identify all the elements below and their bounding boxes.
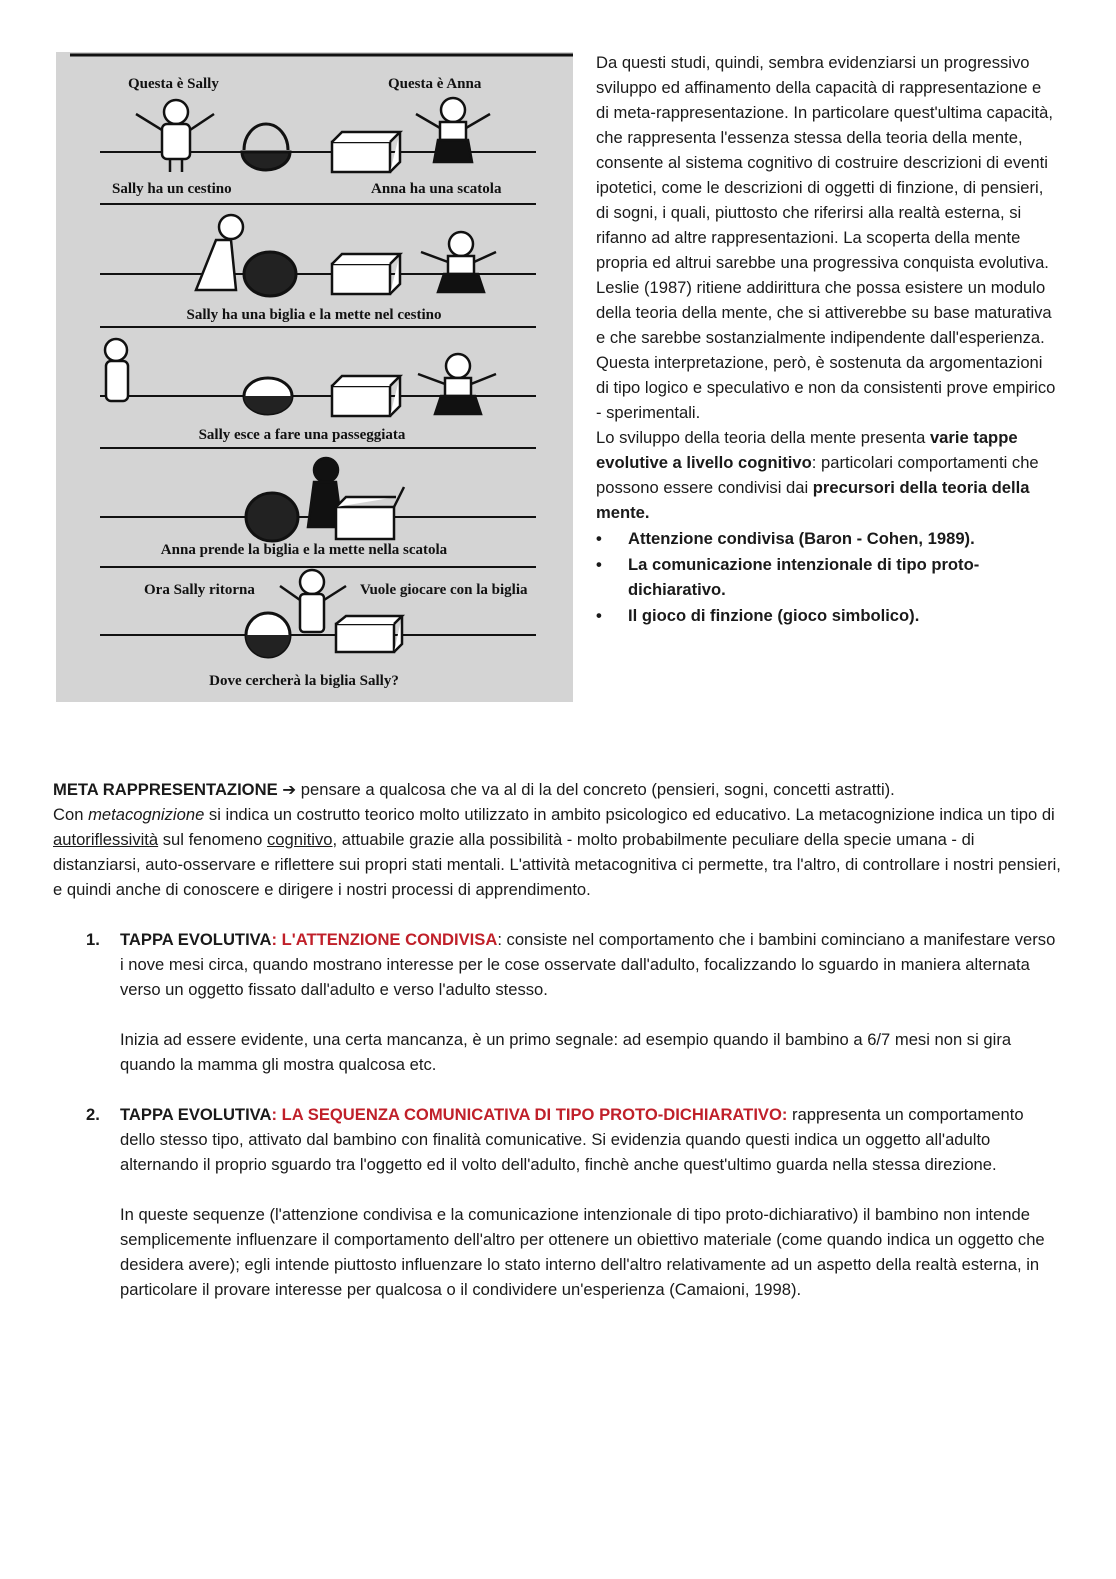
bold-text: precursori della teoria della mente. xyxy=(596,478,1030,522)
paragraph-meta-representation: Da questi studi, quindi, sembra evidenziarsi un progressivo sviluppo ed affinamento della capacità di rappresentazione e di meta-rappresentazione. In particolare quest'ultima capacità, che rappresenta l'essenza stessa della teoria della mente, consente al sistema cognitivo di costruire descrizioni di eventi ipotetici, come le descrizioni di oggetti di finzione, di pensieri, di sogni, i quali, piuttosto che riferirsi alla realtà esterna, si rifanno ad altre rappresentazioni. La scoperta della mente propria ed altrui sarebbe una progressiva conquista evolutiva. Leslie (1987) ritiene addirittura che possa esistere un modulo della teoria della mente, che si attiverebbe su base maturativa e che sarebbe sostanzialmente indipendente dall'esperienza. Questa interpretazione, però, è sostenuta da argomentazioni di tipo logico e speculativo e non da consistenti prove empirico - sperimentali. xyxy=(596,53,1056,422)
caption-question: Dove cercherà la biglia Sally? xyxy=(209,673,399,689)
list-item: • Attenzione condivisa (Baron - Cohen, 1989). xyxy=(596,526,1056,551)
caption-sally-intro: Questa è Sally xyxy=(128,76,219,92)
lower-text-section xyxy=(53,777,1063,1302)
item-title: : L'ATTENZIONE CONDIVISA xyxy=(271,930,498,949)
caption-anna-intro: Questa è Anna xyxy=(388,76,482,92)
caption-scene-5-left: Ora Sally ritorna xyxy=(144,582,255,598)
basket-icon xyxy=(242,124,290,170)
caption-scene-3: Sally esce a fare una passeggiata xyxy=(198,427,406,443)
meta-definition xyxy=(53,777,1063,802)
sally-figure xyxy=(136,100,214,172)
sally-anna-illustration xyxy=(56,52,573,702)
numbered-item-1 xyxy=(53,927,1063,1077)
list-item: • La comunicazione intenzionale di tipo proto-dichiarativo. xyxy=(596,552,1056,602)
bold-text: varie tappe evolutive a livello cognitivo xyxy=(596,428,1018,472)
meta-title: META RAPPRESENTAZIONE xyxy=(53,780,278,799)
caption-anna-box: Anna ha una scatola xyxy=(371,181,502,197)
box-icon xyxy=(332,132,400,172)
caption-scene-4: Anna prende la biglia e la mette nella scatola xyxy=(160,542,448,558)
text: : particolari comportamenti che possono essere condivisi dai xyxy=(596,453,1039,497)
paragraph-development-stages xyxy=(596,425,1056,525)
numbered-item-2 xyxy=(53,1102,1063,1302)
item-title: : LA SEQUENZA COMUNICATIVA DI TIPO PROTO-DICHIARATIVO: xyxy=(271,1105,788,1124)
text: , attuabile grazie alla possibilità - molto probabilmente peculiare della specie umana - di distanziarsi, auto-osservare e riflettere sui propri stati mentali. L'attività metacognitiva ci permette, tra l'altro, di controllare i nostri pensieri, e quindi anche di conoscere e dirigere i nostri processi di apprendimento. xyxy=(53,830,1061,899)
item-text: rappresenta un comportamento dello stesso tipo, attivato dal bambino con finalità comunicative. Si evidenzia quando questi indica un oggetto all'adulto alternando il proprio sguardo tra l'oggetto ed il volto dell'adulto, finchè anche quest'ultimo guarda nella stessa direzione. xyxy=(120,1105,1024,1174)
metacognition-paragraph xyxy=(53,802,1063,902)
link-cognitivo[interactable]: cognitivo xyxy=(267,830,333,849)
text: si indica un costrutto teorico molto utilizzato in ambito psicologico ed educativo. La metacognizione indica un tipo di xyxy=(204,805,1055,824)
item-label: TAPPA EVOLUTIVA xyxy=(120,1105,272,1124)
item-number: 2. xyxy=(86,1105,100,1124)
caption-sally-basket: Sally ha un cestino xyxy=(112,181,232,197)
text: Lo sviluppo della teoria della mente presenta xyxy=(596,428,930,447)
text: Con xyxy=(53,805,89,824)
item-number: 1. xyxy=(86,930,100,949)
list-item: • Il gioco di finzione (gioco simbolico). xyxy=(596,603,1056,628)
sally-anna-test-figure xyxy=(56,52,573,702)
item-label: TAPPA EVOLUTIVA xyxy=(120,930,272,949)
item-extra: In queste sequenze (l'attenzione condivisa e la comunicazione intenzionale di tipo proto-dichiarativo) il bambino non intende semplicemente influenzare il comportamento dell'altro per ottenere un obiettivo materiale (come quando indica un oggetto che desidera avere); egli intende piuttosto influenzare lo stato interno dell'altro relativamente ad un aspetto della realtà esterna, in particolare il provare interesse per qualcosa o il condividere un'esperienza (Camaioni, 1998). xyxy=(120,1205,1045,1299)
item-text: : consiste nel comportamento che i bambini cominciano a manifestare verso i nove mesi circa, quando mostrano interesse per le cose osservate dall'adulto, focalizzando lo sguardo in maniera alternata verso un oggetto fissato dall'adulto e verso l'adulto stesso. xyxy=(120,930,1056,999)
caption-scene-2: Sally ha una biglia e la mette nel cestino xyxy=(186,307,442,323)
item-extra: Inizia ad essere evidente, una certa mancanza, è un primo segnale: ad esempio quando il bambino a 6/7 mesi non si gira quando la mamma gli mostra qualcosa etc. xyxy=(120,1030,1012,1074)
text: sul fenomeno xyxy=(158,830,267,849)
text: pensare a qualcosa che va al di la del concreto (pensieri, sogni, concetti astratti). xyxy=(296,780,895,799)
right-text-column xyxy=(596,50,1056,628)
arrow-right-icon: ➔ xyxy=(282,780,297,799)
precursors-list xyxy=(596,526,1056,628)
caption-scene-5-right: Vuole giocare con la biglia xyxy=(360,582,528,598)
italic-text: metacognizione xyxy=(88,805,205,824)
link-autoriflessivita[interactable]: autoriflessività xyxy=(53,830,159,849)
